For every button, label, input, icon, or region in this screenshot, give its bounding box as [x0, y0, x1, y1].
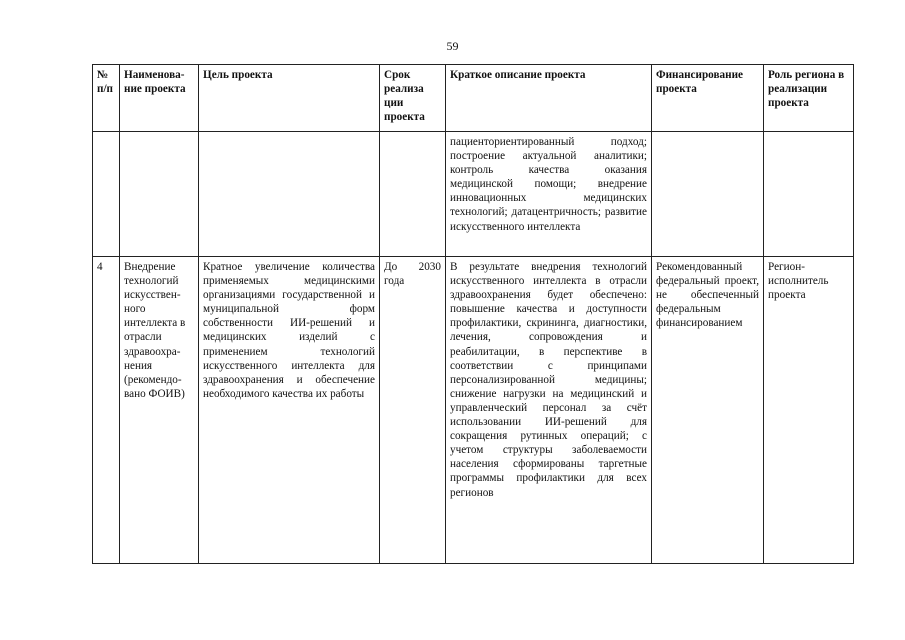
table-row-continuation [93, 132, 854, 257]
cell-num: 4 [93, 257, 120, 564]
header-name: Наименова-ние проекта [120, 65, 199, 132]
header-term: Срок реализа ции проекта [380, 65, 446, 132]
cell-role: Регион-исполнитель проекта [764, 257, 854, 564]
cell-description: пациенториентированный подход; построение актуальной аналитики; контроль качества оказания медицинской помощи; внедрение инновационных медицинских технологий; датацентричность; развитие искусственного интеллекта [446, 132, 652, 257]
header-goal: Цель проекта [199, 65, 380, 132]
header-description: Краткое описание проекта [446, 65, 652, 132]
cell-description: В результате внедрения технологий искусственного интеллекта в отрасли здравоохранения будет обеспечено: повышение качества и доступности профилактики, скрининга, диагностики, лечения, сопровождения и реабилитации, в перспективе в соответствии с принципами персонализированной медицины; снижение нагрузки на медицинский и управленческий персонал за счёт использовании ИИ-решений для сокращения рутинных операций; с учетом структуры заболеваемости населения сформированы таргетные программы профилактики для всех регионов [446, 257, 652, 564]
cell-term: До 2030 года [380, 257, 446, 564]
cell-name: Внедрение технологий искусствен-ного интеллекта в отрасли здравоохра-нения (рекомендо-вано ФОИВ) [120, 257, 199, 564]
header-funding: Финансирование проекта [652, 65, 764, 132]
page-number: 59 [446, 39, 459, 53]
cell-num [93, 132, 120, 257]
cell-name [120, 132, 199, 257]
header-role: Роль региона в реализации проекта [764, 65, 854, 132]
cell-funding [652, 132, 764, 257]
cell-funding: Рекомендованный федеральный проект, не обеспеченный федеральным финансированием [652, 257, 764, 564]
cell-goal [199, 132, 380, 257]
table-row [93, 257, 854, 564]
projects-table [92, 64, 854, 564]
header-num: № п/п [93, 65, 120, 132]
cell-role [764, 132, 854, 257]
cell-term [380, 132, 446, 257]
cell-goal: Кратное увеличение количества применяемых медицинскими организациями государственной и муниципальной форм собственности ИИ-решений и медицинских изделий с применением технологий искусственного интеллекта для здравоохранения и обеспечение необходимого качества их работы [199, 257, 380, 564]
table-header-row [93, 65, 854, 132]
